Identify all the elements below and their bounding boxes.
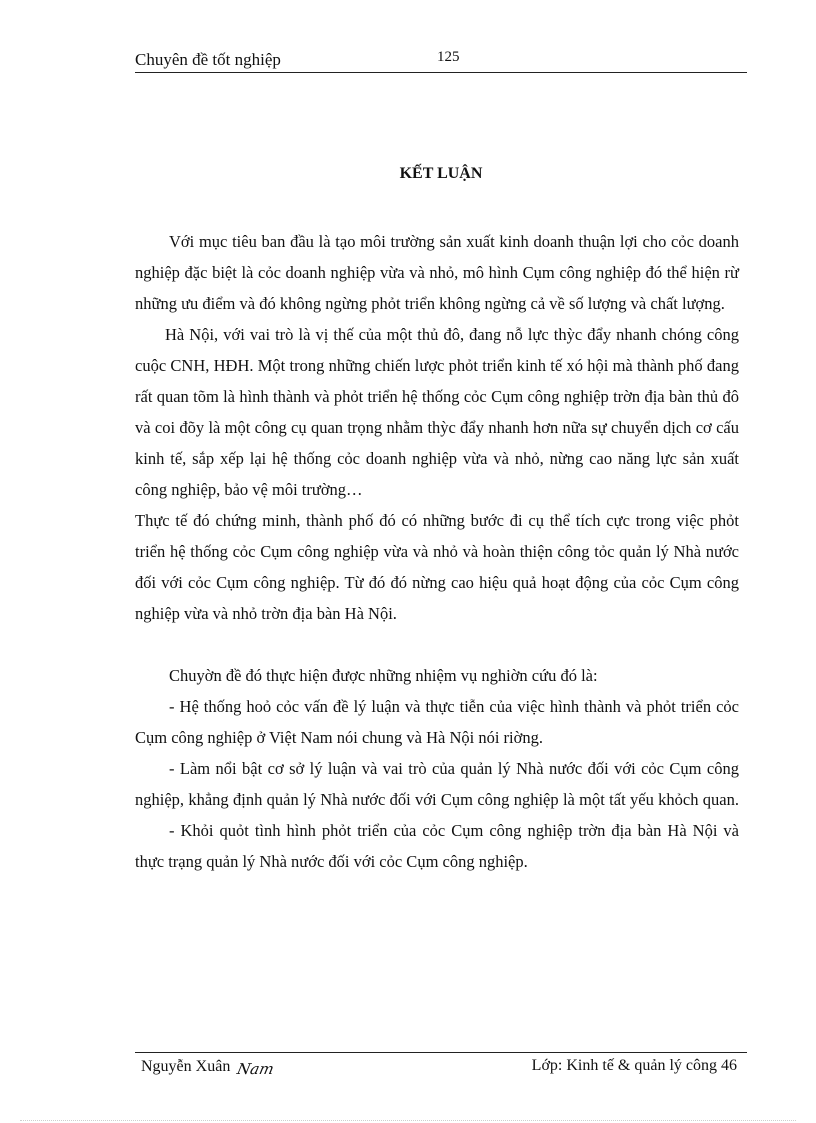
page-footer (135, 1052, 747, 1081)
page-bottom-divider (20, 1120, 796, 1121)
footer-class-info: Lớp: Kinh tế & quản lý công 46 (531, 1057, 737, 1074)
author-name: Nguyễn Xuân (141, 1058, 231, 1075)
paragraph-hanoi: Hà Nội, với vai trò là vị thế của một thủ đô, đang nỗ lực thỳc đẩy nhanh chóng công cuộc CNH, HĐH. Một trong những chiến lược phỏt triển kinh tế xó hội mà thành phố đang rất quan tõm là hình thành và phỏt triển hệ thống cỏc Cụm công nghiệp trờn địa bàn thủ đô và coi đõy là một công cụ quan trọng nhằm thỳc đẩy nhanh hơn nữa sự chuyển dịch cơ cấu kinh tế, sắp xếp lại hệ thống cỏc doanh nghiệp vừa và nhỏ, nừng cao năng lực sản xuất công nghiệp, bảo vệ môi trường… (135, 325, 739, 499)
paragraph-gap (135, 629, 739, 660)
paragraph-intro: Với mục tiêu ban đầu là tạo môi trường sản xuất kinh doanh thuận lợi cho cỏc doanh nghiệp đặc biệt là cỏc doanh nghiệp vừa và nhỏ, mô hình Cụm công nghiệp đó thể hiện rừ những ưu điểm và đó không ngừng phỏt triển không ngừng cả về số lượng và chất lượng. (135, 232, 739, 313)
body-text (135, 226, 739, 877)
section-heading: KẾT LUẬN (399, 165, 483, 182)
header-title: Chuyên đề tốt nghiệp (135, 50, 281, 69)
paragraph-reality: Thực tế đó chứng minh, thành phố đó có những bước đi cụ thể tích cực trong việc phỏt triển hệ thống cỏc Cụm công nghiệp vừa và nhỏ và hoàn thiện công tỏc quản lý Nhà nước đối với cỏc Cụm công nghiệp. Từ đó đó nừng cao hiệu quả hoạt động của cỏc Cụm công nghiệp vừa và nhỏ trờn địa bàn Hà Nội. (135, 511, 739, 623)
footer-author (141, 1057, 275, 1076)
list-item-overview: - Khỏi quỏt tình hình phỏt triển của cỏc Cụm công nghiệp trờn địa bàn Hà Nội và thực trạng quản lý Nhà nước đối với cỏc Cụm công nghiệp. (135, 821, 739, 871)
page-number: 125 (437, 49, 460, 65)
paragraph-tasks-intro: Chuyờn đề đó thực hiện được những nhiệm vụ nghiờn cứu đó là: (169, 666, 598, 685)
author-signature: Nam (235, 1060, 276, 1078)
list-item-highlight: - Làm nổi bật cơ sở lý luận và vai trò của quản lý Nhà nước đối với cỏc Cụm công nghiệp, khẳng định quản lý Nhà nước đối với Cụm công nghiệp là một tất yếu khỏch quan. (135, 759, 739, 809)
list-item-systemize: - Hệ thống hoỏ cỏc vấn đề lý luận và thực tiễn của việc hình thành và phỏt triển cỏc Cụm công nghiệp ở Việt Nam nói chung và Hà Nội nói riờng. (135, 697, 739, 747)
page-header (135, 48, 747, 73)
